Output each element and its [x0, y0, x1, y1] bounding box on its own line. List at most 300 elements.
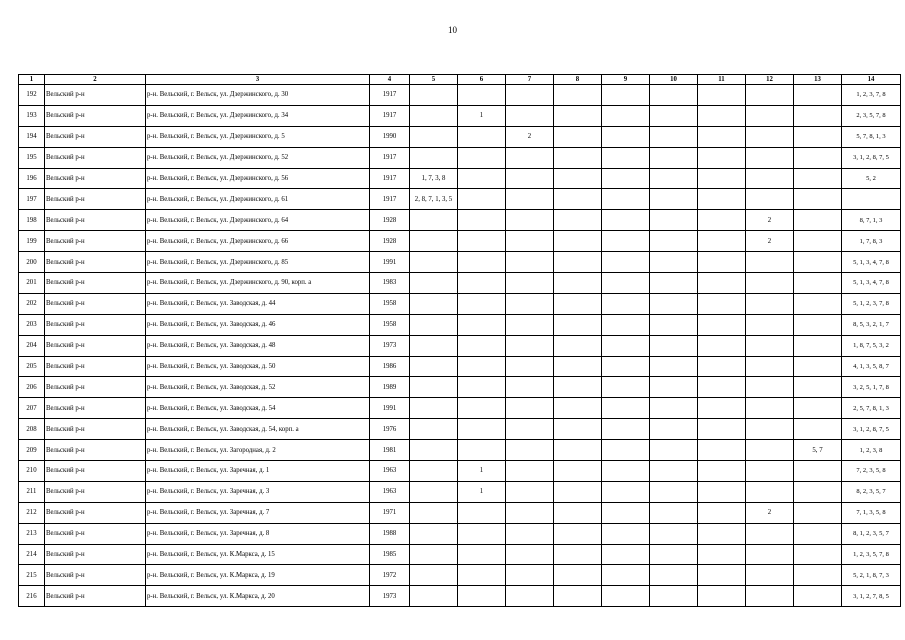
- col5-cell: 2, 8, 7, 1, 3, 5: [410, 189, 458, 210]
- col9-cell: [602, 440, 650, 461]
- district-cell: Вельский р-н: [45, 502, 146, 523]
- col12-cell: [746, 481, 794, 502]
- district-cell: Вельский р-н: [45, 481, 146, 502]
- row-number-cell: 197: [19, 189, 45, 210]
- row-number-cell: 196: [19, 168, 45, 189]
- col11-cell: [698, 565, 746, 586]
- col8-cell: [554, 210, 602, 231]
- col13-cell: [794, 168, 842, 189]
- col9-cell: [602, 565, 650, 586]
- col7-cell: 2: [506, 126, 554, 147]
- district-cell: Вельский р-н: [45, 398, 146, 419]
- col7-cell: [506, 147, 554, 168]
- col12-cell: [746, 85, 794, 106]
- col12-cell: [746, 461, 794, 482]
- col6-cell: [458, 586, 506, 607]
- col7-cell: [506, 314, 554, 335]
- col14-cell: 1, 8, 7, 5, 3, 2: [842, 335, 901, 356]
- column-header: 8: [554, 75, 602, 85]
- col6-cell: 1: [458, 105, 506, 126]
- address-cell: р-н. Вельский, г. Вельск, ул. Заречная, д. 8: [146, 523, 370, 544]
- col5-cell: [410, 293, 458, 314]
- year-cell: 1917: [370, 85, 410, 106]
- col14-cell: 1, 2, 3, 7, 8: [842, 85, 901, 106]
- col5-cell: [410, 502, 458, 523]
- col14-cell: 7, 1, 3, 5, 8: [842, 502, 901, 523]
- district-cell: Вельский р-н: [45, 356, 146, 377]
- year-cell: 1973: [370, 586, 410, 607]
- col11-cell: [698, 85, 746, 106]
- col10-cell: [650, 293, 698, 314]
- col6-cell: [458, 377, 506, 398]
- col13-cell: [794, 231, 842, 252]
- district-cell: Вельский р-н: [45, 231, 146, 252]
- col10-cell: [650, 85, 698, 106]
- col14-cell: 8, 7, 1, 3: [842, 210, 901, 231]
- col5-cell: [410, 105, 458, 126]
- col13-cell: [794, 419, 842, 440]
- col14-cell: 8, 2, 3, 5, 7: [842, 481, 901, 502]
- col10-cell: [650, 210, 698, 231]
- district-cell: Вельский р-н: [45, 147, 146, 168]
- row-number-cell: 202: [19, 293, 45, 314]
- table-row: [19, 335, 901, 356]
- column-header: 4: [370, 75, 410, 85]
- district-cell: Вельский р-н: [45, 314, 146, 335]
- col11-cell: [698, 377, 746, 398]
- district-cell: Вельский р-н: [45, 210, 146, 231]
- col5-cell: [410, 565, 458, 586]
- col11-cell: [698, 252, 746, 273]
- col8-cell: [554, 231, 602, 252]
- col10-cell: [650, 481, 698, 502]
- col8-cell: [554, 189, 602, 210]
- col6-cell: [458, 419, 506, 440]
- address-cell: р-н. Вельский, г. Вельск, ул. Заводская, д. 48: [146, 335, 370, 356]
- col5-cell: [410, 440, 458, 461]
- district-cell: Вельский р-н: [45, 523, 146, 544]
- col7-cell: [506, 293, 554, 314]
- col8-cell: [554, 461, 602, 482]
- year-cell: 1917: [370, 105, 410, 126]
- col8-cell: [554, 314, 602, 335]
- column-header: 1: [19, 75, 45, 85]
- col9-cell: [602, 293, 650, 314]
- col9-cell: [602, 147, 650, 168]
- col11-cell: [698, 419, 746, 440]
- col11-cell: [698, 293, 746, 314]
- col11-cell: [698, 105, 746, 126]
- district-cell: Вельский р-н: [45, 419, 146, 440]
- col10-cell: [650, 126, 698, 147]
- col12-cell: 2: [746, 502, 794, 523]
- district-cell: Вельский р-н: [45, 377, 146, 398]
- address-cell: р-н. Вельский, г. Вельск, ул. Заводская, д. 46: [146, 314, 370, 335]
- col6-cell: [458, 147, 506, 168]
- row-number-cell: 208: [19, 419, 45, 440]
- col8-cell: [554, 377, 602, 398]
- table-row: [19, 126, 901, 147]
- col9-cell: [602, 398, 650, 419]
- address-cell: р-н. Вельский, г. Вельск, ул. Заречная, д. 3: [146, 481, 370, 502]
- col9-cell: [602, 502, 650, 523]
- col14-cell: 8, 1, 2, 3, 5, 7: [842, 523, 901, 544]
- col5-cell: [410, 126, 458, 147]
- col7-cell: [506, 168, 554, 189]
- col9-cell: [602, 481, 650, 502]
- col13-cell: [794, 293, 842, 314]
- col11-cell: [698, 273, 746, 294]
- col7-cell: [506, 481, 554, 502]
- col5-cell: [410, 461, 458, 482]
- col9-cell: [602, 419, 650, 440]
- col6-cell: [458, 440, 506, 461]
- col8-cell: [554, 252, 602, 273]
- col12-cell: [746, 147, 794, 168]
- district-cell: Вельский р-н: [45, 126, 146, 147]
- col9-cell: [602, 356, 650, 377]
- col8-cell: [554, 586, 602, 607]
- col13-cell: [794, 586, 842, 607]
- district-cell: Вельский р-н: [45, 105, 146, 126]
- table-row: [19, 147, 901, 168]
- col12-cell: [746, 419, 794, 440]
- col10-cell: [650, 314, 698, 335]
- col11-cell: [698, 523, 746, 544]
- district-cell: Вельский р-н: [45, 440, 146, 461]
- district-cell: Вельский р-н: [45, 335, 146, 356]
- col12-cell: [746, 273, 794, 294]
- table-row: [19, 252, 901, 273]
- column-header: 10: [650, 75, 698, 85]
- table-row: [19, 293, 901, 314]
- table-row: [19, 502, 901, 523]
- col14-cell: [842, 189, 901, 210]
- col9-cell: [602, 210, 650, 231]
- row-number-cell: 206: [19, 377, 45, 398]
- col10-cell: [650, 586, 698, 607]
- col9-cell: [602, 252, 650, 273]
- table-row: [19, 210, 901, 231]
- col7-cell: [506, 440, 554, 461]
- col9-cell: [602, 461, 650, 482]
- table-row: [19, 356, 901, 377]
- address-cell: р-н. Вельский, г. Вельск, ул. Заводская, д. 44: [146, 293, 370, 314]
- col11-cell: [698, 335, 746, 356]
- col11-cell: [698, 147, 746, 168]
- col11-cell: [698, 502, 746, 523]
- year-cell: 1917: [370, 147, 410, 168]
- address-cell: р-н. Вельский, г. Вельск, ул. К.Маркса, д. 20: [146, 586, 370, 607]
- col14-cell: 3, 1, 2, 7, 8, 5: [842, 586, 901, 607]
- col5-cell: [410, 273, 458, 294]
- page-number: 10: [448, 25, 457, 35]
- col11-cell: [698, 231, 746, 252]
- col11-cell: [698, 356, 746, 377]
- col7-cell: [506, 356, 554, 377]
- year-cell: 1988: [370, 523, 410, 544]
- col13-cell: [794, 147, 842, 168]
- col14-cell: 1, 7, 8, 3: [842, 231, 901, 252]
- col6-cell: [458, 168, 506, 189]
- row-number-cell: 213: [19, 523, 45, 544]
- col12-cell: 2: [746, 210, 794, 231]
- col6-cell: [458, 189, 506, 210]
- col10-cell: [650, 419, 698, 440]
- col13-cell: [794, 252, 842, 273]
- column-header: 12: [746, 75, 794, 85]
- col9-cell: [602, 273, 650, 294]
- col10-cell: [650, 231, 698, 252]
- col14-cell: 2, 5, 7, 8, 1, 3: [842, 398, 901, 419]
- column-header: 2: [45, 75, 146, 85]
- district-cell: Вельский р-н: [45, 168, 146, 189]
- table-row: [19, 231, 901, 252]
- row-number-cell: 211: [19, 481, 45, 502]
- col13-cell: [794, 481, 842, 502]
- address-cell: р-н. Вельский, г. Вельск, ул. Дзержинского, д. 56: [146, 168, 370, 189]
- col14-cell: 5, 2: [842, 168, 901, 189]
- col13-cell: [794, 335, 842, 356]
- table-row: [19, 273, 901, 294]
- col6-cell: [458, 356, 506, 377]
- col6-cell: [458, 231, 506, 252]
- col6-cell: [458, 126, 506, 147]
- col13-cell: [794, 398, 842, 419]
- col6-cell: 1: [458, 481, 506, 502]
- col5-cell: [410, 210, 458, 231]
- col5-cell: [410, 419, 458, 440]
- col10-cell: [650, 565, 698, 586]
- col11-cell: [698, 168, 746, 189]
- col12-cell: [746, 189, 794, 210]
- col14-cell: 3, 1, 2, 8, 7, 5: [842, 419, 901, 440]
- col10-cell: [650, 377, 698, 398]
- address-cell: р-н. Вельский, г. Вельск, ул. Заводская, д. 50: [146, 356, 370, 377]
- col8-cell: [554, 544, 602, 565]
- table-row: [19, 481, 901, 502]
- row-number-cell: 194: [19, 126, 45, 147]
- year-cell: 1981: [370, 440, 410, 461]
- address-cell: р-н. Вельский, г. Вельск, ул. Заводская, д. 54, корп. а: [146, 419, 370, 440]
- col14-cell: 4, 1, 3, 5, 8, 7: [842, 356, 901, 377]
- col6-cell: [458, 252, 506, 273]
- col6-cell: [458, 210, 506, 231]
- col12-cell: [746, 126, 794, 147]
- district-cell: Вельский р-н: [45, 189, 146, 210]
- year-cell: 1983: [370, 273, 410, 294]
- col11-cell: [698, 544, 746, 565]
- column-header: 9: [602, 75, 650, 85]
- col6-cell: [458, 314, 506, 335]
- row-number-cell: 214: [19, 544, 45, 565]
- col13-cell: [794, 502, 842, 523]
- col10-cell: [650, 335, 698, 356]
- address-cell: р-н. Вельский, г. Вельск, ул. Дзержинского, д. 34: [146, 105, 370, 126]
- col5-cell: 1, 7, 3, 8: [410, 168, 458, 189]
- year-cell: 1963: [370, 481, 410, 502]
- col5-cell: [410, 523, 458, 544]
- row-number-cell: 207: [19, 398, 45, 419]
- col5-cell: [410, 314, 458, 335]
- year-cell: 1928: [370, 210, 410, 231]
- year-cell: 1989: [370, 377, 410, 398]
- table-row: [19, 85, 901, 106]
- col9-cell: [602, 377, 650, 398]
- year-cell: 1986: [370, 356, 410, 377]
- col12-cell: [746, 565, 794, 586]
- col14-cell: 1, 2, 3, 5, 7, 8: [842, 544, 901, 565]
- register-table: [18, 74, 901, 607]
- col12-cell: [746, 544, 794, 565]
- row-number-cell: 199: [19, 231, 45, 252]
- col12-cell: [746, 398, 794, 419]
- district-cell: Вельский р-н: [45, 544, 146, 565]
- col7-cell: [506, 105, 554, 126]
- col10-cell: [650, 189, 698, 210]
- row-number-cell: 204: [19, 335, 45, 356]
- col5-cell: [410, 398, 458, 419]
- table-row: [19, 461, 901, 482]
- column-header: 7: [506, 75, 554, 85]
- col13-cell: [794, 356, 842, 377]
- table-row: [19, 565, 901, 586]
- district-cell: Вельский р-н: [45, 565, 146, 586]
- col10-cell: [650, 398, 698, 419]
- year-cell: 1976: [370, 419, 410, 440]
- col9-cell: [602, 586, 650, 607]
- col13-cell: [794, 461, 842, 482]
- col7-cell: [506, 335, 554, 356]
- table-row: [19, 189, 901, 210]
- col14-cell: 5, 1, 3, 4, 7, 8: [842, 273, 901, 294]
- col13-cell: [794, 377, 842, 398]
- col14-cell: 5, 2, 1, 8, 7, 3: [842, 565, 901, 586]
- col9-cell: [602, 544, 650, 565]
- row-number-cell: 198: [19, 210, 45, 231]
- row-number-cell: 215: [19, 565, 45, 586]
- col8-cell: [554, 85, 602, 106]
- col14-cell: 1, 2, 3, 8: [842, 440, 901, 461]
- col6-cell: [458, 544, 506, 565]
- col9-cell: [602, 523, 650, 544]
- col9-cell: [602, 231, 650, 252]
- year-cell: 1971: [370, 502, 410, 523]
- year-cell: 1958: [370, 293, 410, 314]
- row-number-cell: 209: [19, 440, 45, 461]
- col8-cell: [554, 356, 602, 377]
- col9-cell: [602, 335, 650, 356]
- col7-cell: [506, 398, 554, 419]
- row-number-cell: 203: [19, 314, 45, 335]
- year-cell: 1985: [370, 544, 410, 565]
- row-number-cell: 195: [19, 147, 45, 168]
- col7-cell: [506, 252, 554, 273]
- col7-cell: [506, 461, 554, 482]
- col8-cell: [554, 502, 602, 523]
- address-cell: р-н. Вельский, г. Вельск, ул. Дзержинского, д. 52: [146, 147, 370, 168]
- col6-cell: [458, 293, 506, 314]
- col10-cell: [650, 168, 698, 189]
- col8-cell: [554, 168, 602, 189]
- col7-cell: [506, 210, 554, 231]
- col8-cell: [554, 105, 602, 126]
- col7-cell: [506, 544, 554, 565]
- year-cell: 1958: [370, 314, 410, 335]
- district-cell: Вельский р-н: [45, 85, 146, 106]
- row-number-cell: 200: [19, 252, 45, 273]
- col6-cell: [458, 502, 506, 523]
- col6-cell: [458, 565, 506, 586]
- col13-cell: 5, 7: [794, 440, 842, 461]
- col12-cell: [746, 335, 794, 356]
- row-number-cell: 216: [19, 586, 45, 607]
- col10-cell: [650, 273, 698, 294]
- address-cell: р-н. Вельский, г. Вельск, ул. Дзержинского, д. 64: [146, 210, 370, 231]
- col13-cell: [794, 126, 842, 147]
- col12-cell: 2: [746, 231, 794, 252]
- address-cell: р-н. Вельский, г. Вельск, ул. Заречная, д. 1: [146, 461, 370, 482]
- col9-cell: [602, 314, 650, 335]
- col8-cell: [554, 440, 602, 461]
- address-cell: р-н. Вельский, г. Вельск, ул. Дзержинского, д. 30: [146, 85, 370, 106]
- col12-cell: [746, 105, 794, 126]
- row-number-cell: 212: [19, 502, 45, 523]
- col10-cell: [650, 252, 698, 273]
- col8-cell: [554, 293, 602, 314]
- col12-cell: [746, 314, 794, 335]
- col9-cell: [602, 85, 650, 106]
- col8-cell: [554, 335, 602, 356]
- col8-cell: [554, 419, 602, 440]
- col9-cell: [602, 168, 650, 189]
- column-header: 14: [842, 75, 901, 85]
- table-row: [19, 377, 901, 398]
- district-cell: Вельский р-н: [45, 461, 146, 482]
- header-row: [19, 75, 901, 85]
- col6-cell: [458, 273, 506, 294]
- row-number-cell: 210: [19, 461, 45, 482]
- col5-cell: [410, 377, 458, 398]
- year-cell: 1973: [370, 335, 410, 356]
- col11-cell: [698, 481, 746, 502]
- col9-cell: [602, 189, 650, 210]
- col5-cell: [410, 85, 458, 106]
- column-header: 6: [458, 75, 506, 85]
- col5-cell: [410, 586, 458, 607]
- col7-cell: [506, 586, 554, 607]
- table-row: [19, 586, 901, 607]
- col14-cell: 5, 7, 8, 1, 3: [842, 126, 901, 147]
- col7-cell: [506, 273, 554, 294]
- col11-cell: [698, 189, 746, 210]
- year-cell: 1963: [370, 461, 410, 482]
- address-cell: р-н. Вельский, г. Вельск, ул. Заводская, д. 54: [146, 398, 370, 419]
- row-number-cell: 205: [19, 356, 45, 377]
- col13-cell: [794, 544, 842, 565]
- col11-cell: [698, 440, 746, 461]
- col13-cell: [794, 189, 842, 210]
- table-row: [19, 105, 901, 126]
- col6-cell: [458, 85, 506, 106]
- col12-cell: [746, 377, 794, 398]
- col7-cell: [506, 85, 554, 106]
- col8-cell: [554, 565, 602, 586]
- year-cell: 1917: [370, 189, 410, 210]
- col12-cell: [746, 586, 794, 607]
- district-cell: Вельский р-н: [45, 252, 146, 273]
- col8-cell: [554, 398, 602, 419]
